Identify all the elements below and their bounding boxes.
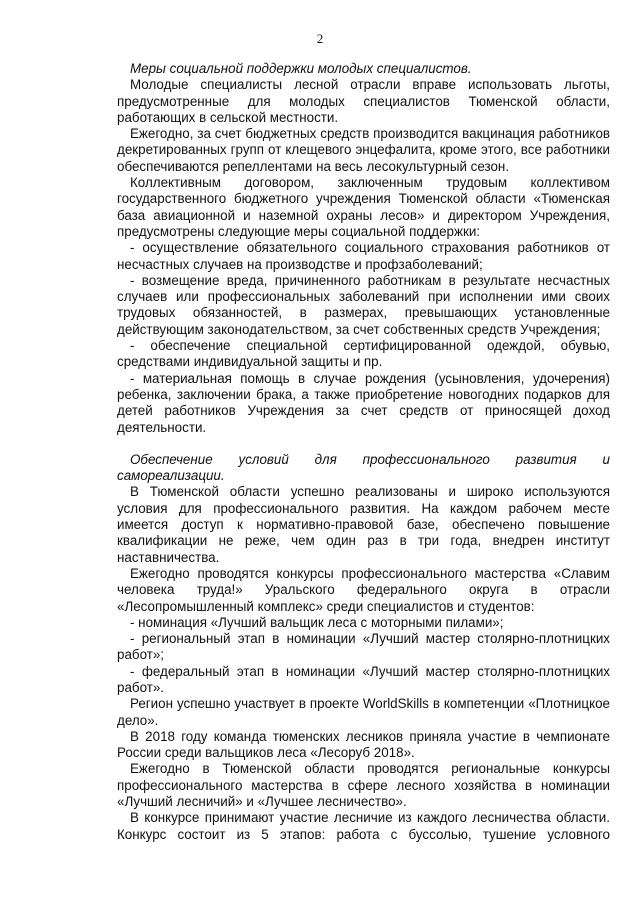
paragraph: Ежегодно проводятся конкурсы профессионального мастерства «Славим человека труда!» Уральского федерального округа в отрасли «Лесопромышленный комплекс» среди специалистов и студентов:	[117, 565, 610, 614]
paragraph: Молодые специалисты лесной отрасли вправе использовать льготы, предусмотренные для молодых специалистов Тюменской области, работающих в сельской местности.	[117, 77, 610, 125]
section-heading-social-support: Меры социальной поддержки молодых специалистов.	[130, 61, 472, 76]
list-item: - обеспечение специальной сертифицированной одеждой, обувью, средствами индивидуальной защиты и пр.	[117, 338, 610, 370]
list-item: - осуществление обязательного социального страхования работников от несчастных случаев на производстве и профзаболеваний;	[117, 240, 610, 272]
document-body	[117, 61, 610, 843]
paragraph: Ежегодно, за счет бюджетных средств производится вакцинация работников декретированных групп от клещевого энцефалита, кроме этого, все работники обеспечиваются репеллентами на весь лесокультурный сезон.	[117, 126, 610, 174]
page-number: 2	[316, 31, 324, 46]
list-item: - материальная помощь в случае рождения (усыновления, удочерения) ребенка, заключении брака, а также приобретение новогодних подарков для детей работников Учреждения за счет средств от приносящей доход деятельности.	[117, 370, 610, 435]
list-item: - федеральный этап в номинации «Лучший мастер столярно-плотницких работ».	[117, 663, 610, 695]
paragraph: В 2018 году команда тюменских лесников приняла участие в чемпионате России среди вальщиков леса «Лесоруб 2018».	[117, 728, 610, 761]
paragraph: Коллективным договором, заключенным трудовым коллективом государственного бюджетного учреждения Тюменской области «Тюменская база авиационной и наземной охраны лесов» и директором Учреждения, предусмотрены следующие меры социальной поддержки:	[117, 175, 610, 239]
paragraph: Ежегодно в Тюменской области проводятся региональные конкурсы профессионального мастерства в сфере лесного хозяйства в номинации «Лучший лесничий» и «Лучшее лесничество».	[117, 761, 610, 810]
section-heading-professional-development: Обеспечение условий для профессионального развития и самореализации.	[117, 451, 610, 484]
paragraph: В Тюменской области успешно реализованы и широко используются условия для профессионального развития. На каждом рабочем месте имеется доступ к нормативно-правовой базе, обеспечено повышение квалификации не реже, чем один раз в три года, внедрен институт наставничества.	[117, 484, 610, 565]
paragraph: В конкурсе принимают участие лесничие из каждого лесничества области. Конкурс состоит из 5 этапов: работа с буссолью, тушение условного	[117, 810, 610, 842]
list-item: - возмещение вреда, причиненного работникам в результате несчастных случаев или профессиональных заболеваний при исполнении ими своих трудовых обязанностей, в размерах, превышающих установленные действующим законодательством, за счет собственных средств Учреждения;	[117, 272, 610, 337]
list-item: - региональный этап в номинации «Лучший мастер столярно-плотницких работ»;	[117, 631, 610, 663]
paragraph: Регион успешно участвует в проекте WorldSkills в компетенции «Плотницкое дело».	[117, 696, 610, 728]
list-item: - номинация «Лучший вальщик леса с моторными пилами»;	[130, 614, 504, 630]
